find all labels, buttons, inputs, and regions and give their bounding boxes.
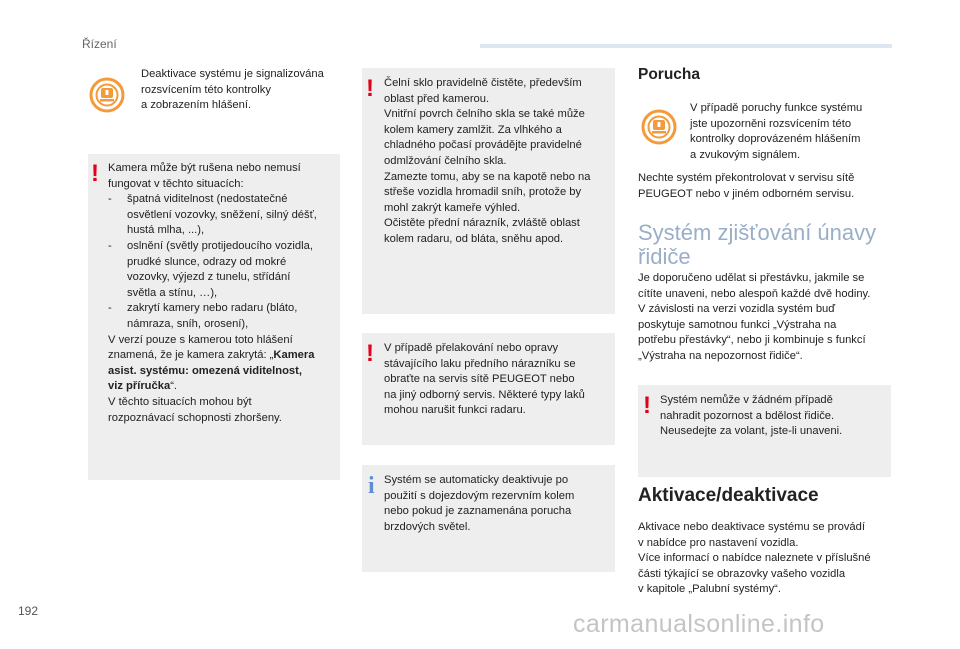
text-line: části týkající se obrazovky vašeho vozidla [638,567,846,580]
bold-span: Kamera [273,349,315,362]
text-line: střeše vozidla hromadil sníh, protože by [384,186,582,199]
text-line: hustá mlha, ...), [127,224,205,237]
heading-line: řidiče [638,244,691,269]
fatigue-warning-text [660,393,886,440]
deactivation-text [141,67,324,114]
text-line: oslnění (světly protijedoucího vozidla, [127,239,313,252]
text-line: stávajícího laku předního nárazníku se [384,357,576,370]
text-line: oblast před kamerou. [384,92,490,105]
fault-service-text [638,171,854,202]
text-line: a zvukovým signálem. [690,148,801,161]
text-line: kontrolky doprovázeném hlášením [690,133,861,146]
text-line: rozpoznávací schopnosti zhoršeny. [108,411,282,424]
heading-line: Systém zjišťování únavy [638,220,877,245]
text-line: V případě poruchy funkce systému [690,102,863,114]
bullet-item [108,301,336,332]
warning-exclamation-icon: ! [643,392,651,419]
text-line: poskytuje samotnou funkci „Výstraha na [638,318,837,331]
activation-text [638,520,871,598]
text-line: PEUGEOT nebo v jiném odborném servisu. [638,187,855,200]
section-header: Řízení [82,37,117,51]
text-line: Systém se automaticky deaktivuje po [384,474,569,486]
text-line [108,364,336,380]
text-line: Neusedejte za volant, jste-li unaveni. [660,425,843,438]
activation-heading: Aktivace/deaktivace [638,485,819,506]
text-line: brzdových světel. [384,520,471,533]
warning-exclamation-icon: ! [91,160,99,187]
page-number: 192 [18,604,39,618]
text-line: Kamera může být rušena nebo nemusí [108,162,301,174]
text-line: Deaktivace systému je signalizována [141,68,324,80]
text-line: a zobrazením hlášení. [141,99,252,112]
text-line: v kapitole „Palubní systémy“. [638,583,782,596]
bullet-dash: - [108,193,112,206]
text-line: fungovat v těchto situacích: [108,177,244,190]
text-line: na jiný odborný servis. Některé typy laků [384,388,585,401]
bullet-item [108,192,336,239]
bullet-dash: - [108,302,112,315]
text-line: špatná viditelnost (nedostatečné [127,193,288,206]
text-line: mohl zakrýt kameře výhled. [384,201,521,214]
text-line: Zamezte tomu, aby se na kapotě nebo na [384,170,591,183]
fatigue-text [638,271,870,365]
fault-lamp-icon [640,108,678,146]
text-line: námraza, sníh, orosení), [127,317,249,330]
deactivation-lamp-icon [88,76,126,114]
porucha-heading: Porucha [638,66,701,83]
text-line: nahradit pozornost a bdělost řidiče. [660,409,835,422]
text-line: Nechte systém překontrolovat v servisu sítě [638,172,855,184]
fatigue-heading [638,221,876,269]
windscreen-warning-text [384,76,612,248]
text-line: Je doporučeno udělat si přestávku, jakmile se [638,272,865,284]
text-line: obraťte na servis sítě PEUGEOT nebo [384,373,575,386]
text-line [108,348,336,364]
text-line: kolem radaru, od bláta, sněhu apod. [384,232,564,245]
header-bar [480,44,892,48]
text-line: prudké slunce, odrazy od mokré [127,255,287,268]
text-line: Aktivace nebo deaktivace systému se provádí [638,521,865,533]
text-line: V závislosti na verzi vozidla systém buď [638,303,836,316]
info-icon: i [368,473,375,499]
text-line: V těchto situacích mohou být [108,395,252,408]
text-line: Systém nemůže v žádném případě [660,394,833,406]
text-span: znamená, že je kamera zakrytá: „ [108,349,274,362]
text-line: světla a stínu, …), [127,286,218,299]
text-line: cítíte unaveni, nebo alespoň každé dvě hodiny. [638,287,871,300]
text-line: nebo pokud je zaznamenána porucha [384,505,572,518]
bullet-dash: - [108,239,112,252]
text-line: osvětlení vozovky, sněžení, silný déšť, [127,208,317,221]
text-line: zakrytí kamery nebo radaru (bláto, [127,302,298,315]
text-line: „Výstraha na nepozornost řidiče“. [638,349,803,362]
warning-exclamation-icon: ! [366,75,374,102]
text-line: odmlžování čelního skla. [384,154,507,167]
bullet-item [108,239,336,301]
text-line: chladného počasí provádějte pravidelné [384,139,582,152]
text-line: potřebu přestávky“, nebo ji kombinuje s funkcí [638,334,866,347]
bold-span: viz příručka [108,380,171,393]
text-line: V případě přelakování nebo opravy [384,342,559,354]
auto-deactivation-info-text [384,473,612,535]
warning-exclamation-icon: ! [366,340,374,367]
text-span: “. [170,380,178,393]
text-line: V verzí pouze s kamerou toto hlášení [108,333,293,346]
text-line: Více informací o nabídce naleznete v příslušné [638,552,871,565]
text-line: kolem kamery zamlžit. Za vlhkého a [384,123,562,136]
text-line: Vnitřní povrch čelního skla se také může [384,108,585,121]
text-line: Očistěte přední nárazník, zvláště oblast [384,217,580,230]
repaint-warning-text [384,341,612,419]
text-line: Čelní sklo pravidelně čistěte, především [384,77,582,89]
text-line [108,379,336,395]
camera-warning-text [108,161,336,426]
bold-span: asist. systému: omezená viditelnost, [108,364,302,377]
text-line: použití s dojezdovým rezervním kolem [384,489,575,502]
text-line: mohou narušit funkci radaru. [384,404,526,417]
text-line: v nabídce pro nastavení vozidla. [638,536,799,549]
text-line: rozsvícením této kontrolky [141,83,271,96]
text-line: jste upozorněni rozsvícením této [690,117,852,130]
watermark: carmanualsonline.info [573,610,825,638]
text-line: vozovky, výjezd z tunelu, střídání [127,271,291,284]
fault-icon-text [690,101,862,163]
